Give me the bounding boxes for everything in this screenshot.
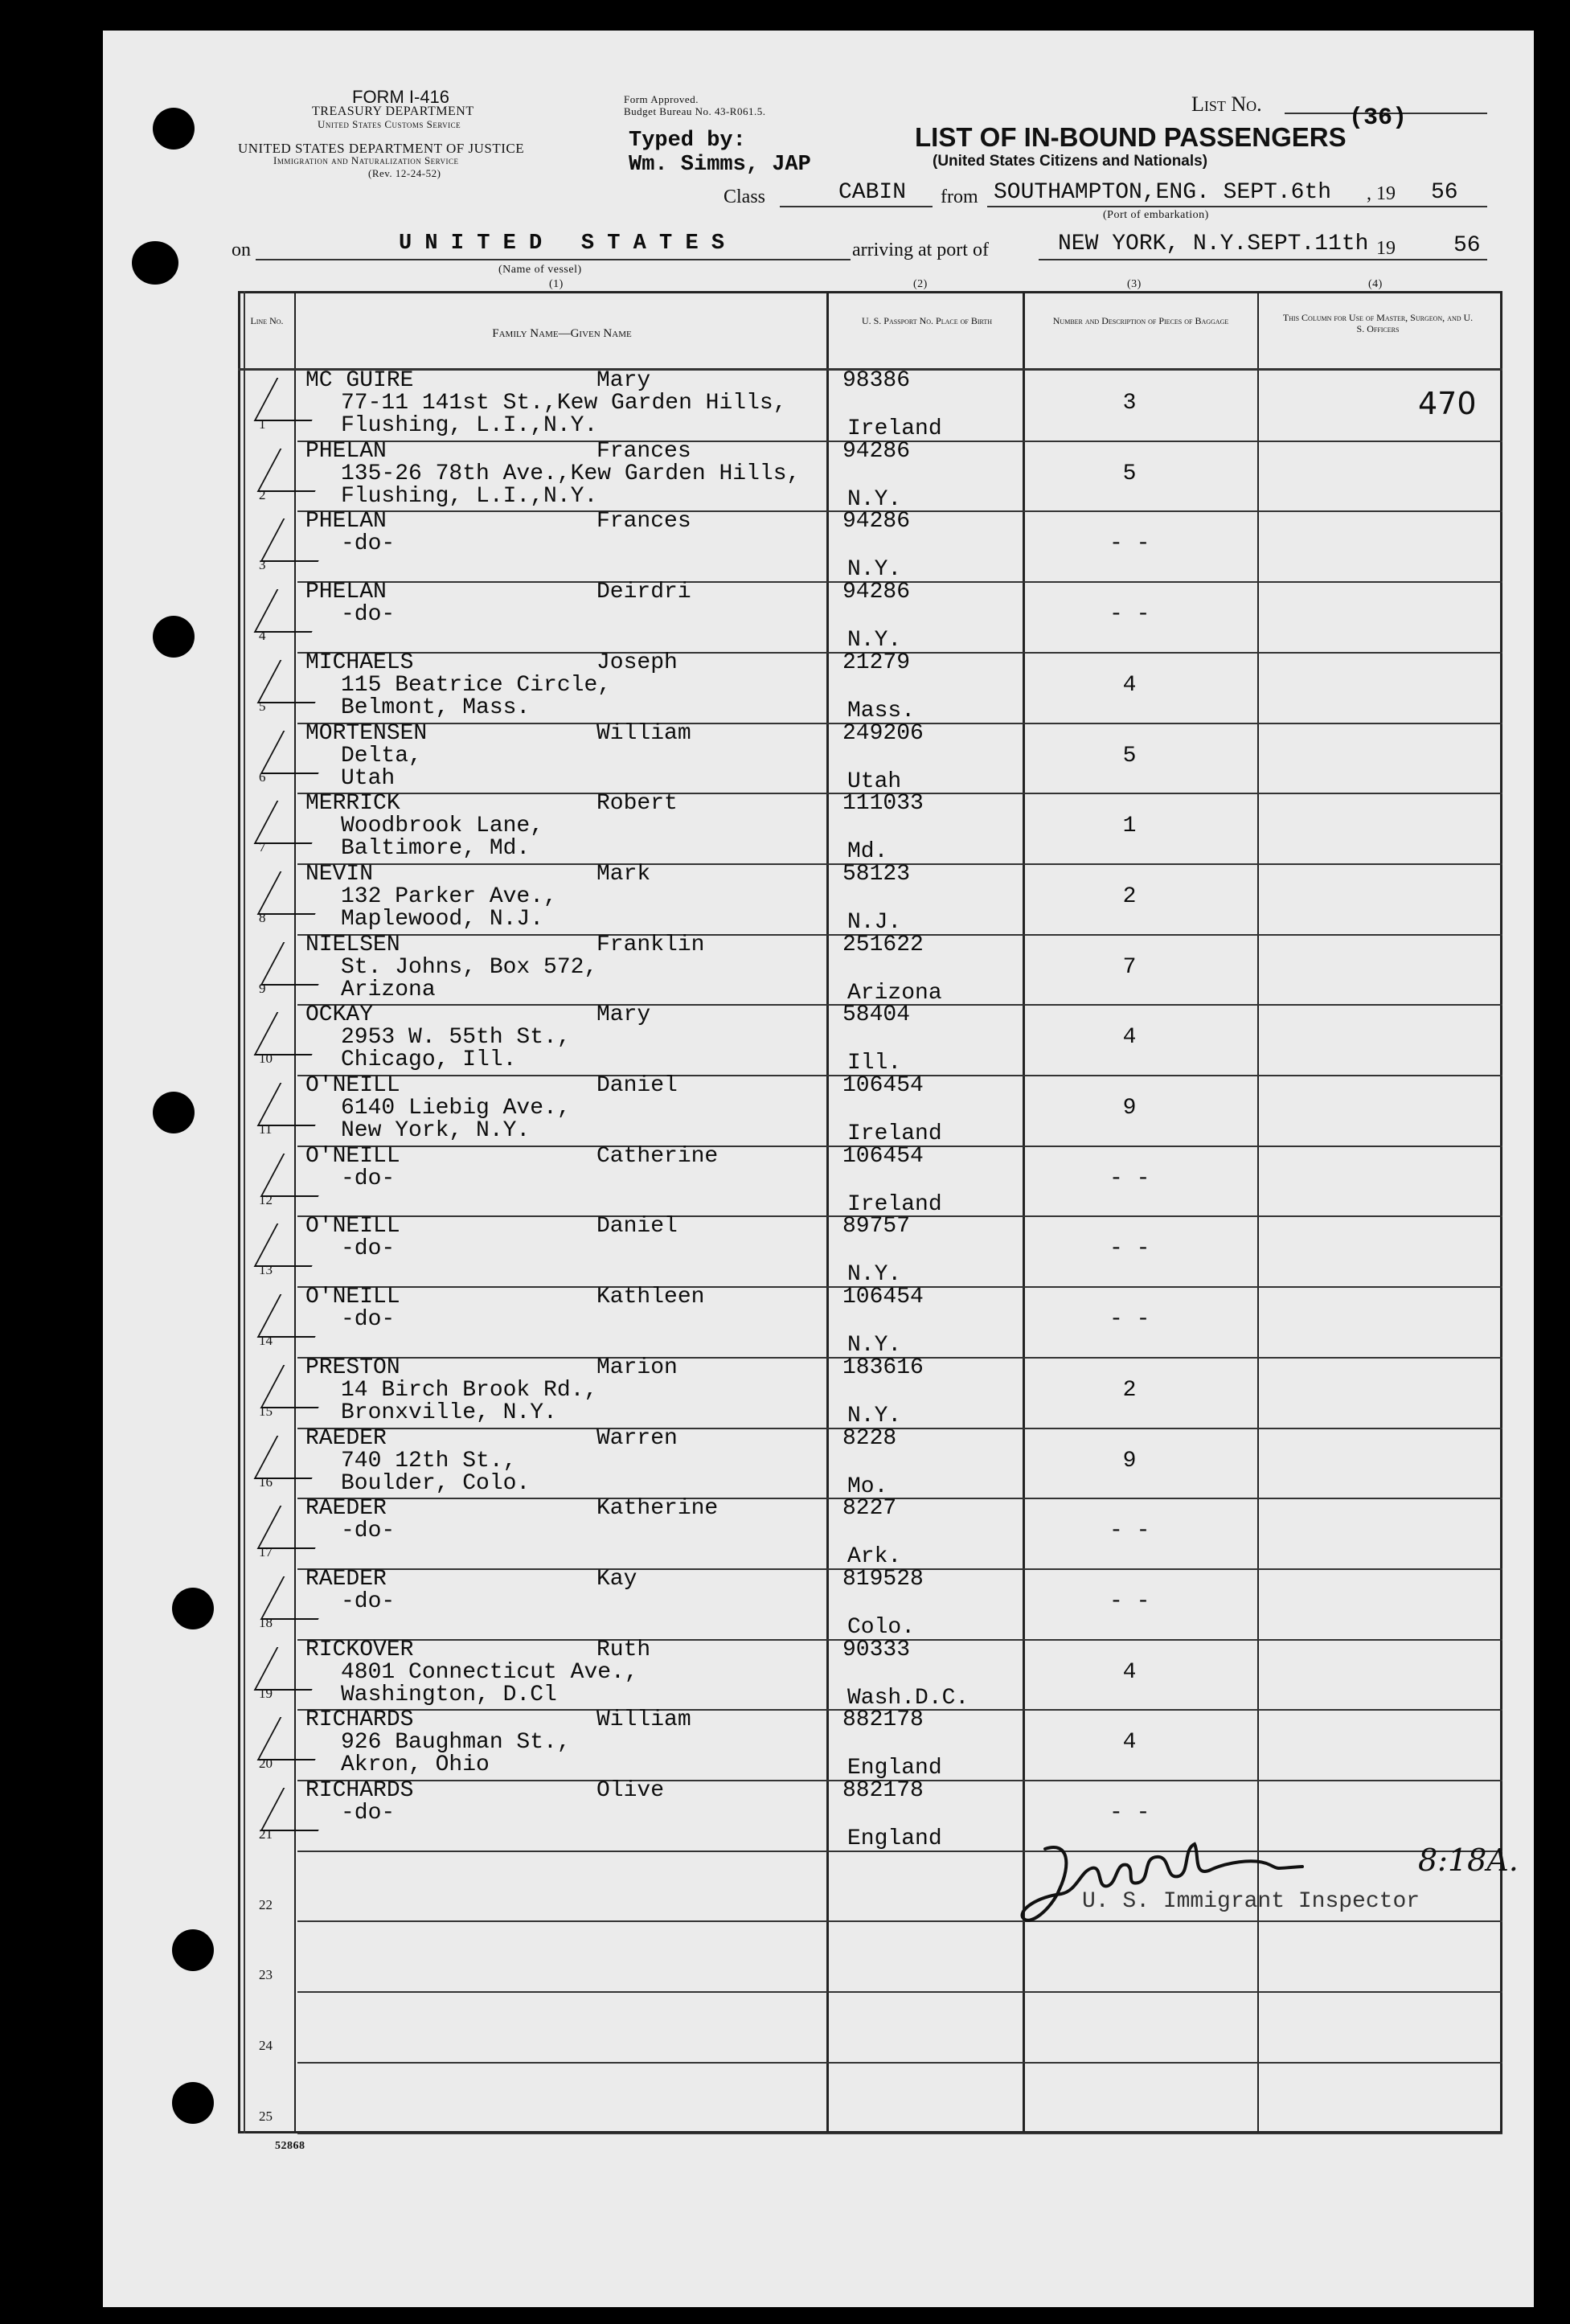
row-rule (297, 2062, 1502, 2064)
address-line-1[interactable]: 6140 Liebig Ave., (341, 1096, 571, 1121)
place-of-birth[interactable]: Colo. (847, 1615, 916, 1640)
address-line-1[interactable]: St. Johns, Box 572, (341, 955, 598, 980)
baggage-count[interactable]: 3 (1122, 391, 1137, 416)
baggage-count[interactable]: 4 (1122, 1660, 1137, 1685)
passport-number[interactable]: 98386 (842, 368, 911, 393)
passport-number[interactable]: 111033 (842, 791, 924, 816)
family-name[interactable]: MC GUIRE (305, 368, 414, 393)
passport-number[interactable]: 251622 (842, 932, 924, 957)
address-line-2[interactable]: Flushing, L.I.,N.Y. (341, 484, 598, 509)
address-line-2[interactable]: Baltimore, Md. (341, 836, 531, 861)
given-name[interactable]: Robert (596, 791, 678, 816)
family-name[interactable]: MERRICK (305, 791, 400, 816)
baggage-count[interactable]: - - (1109, 1166, 1150, 1191)
vessel-name[interactable]: U N I T E D S T A T E S (399, 232, 725, 256)
family-name[interactable]: OCKAY (305, 1002, 374, 1027)
place-of-birth[interactable]: N.Y. (847, 628, 902, 653)
address-line-1[interactable]: 2953 W. 55th St., (341, 1025, 571, 1050)
line-number: 11 (259, 1121, 273, 1137)
passport-number[interactable]: 94286 (842, 580, 911, 605)
address-line-1[interactable]: -do- (341, 1589, 396, 1614)
list-no-label: List No. (1191, 92, 1262, 116)
revision: (Rev. 12-24-52) (368, 167, 441, 179)
place-of-birth[interactable]: Ireland (847, 416, 942, 441)
line-number: 5 (259, 699, 266, 714)
col2-number: (2) (913, 278, 928, 290)
line-number: 10 (259, 1051, 273, 1066)
address-line-1[interactable]: 135-26 78th Ave.,Kew Garden Hills, (341, 461, 801, 486)
baggage-count[interactable]: - - (1109, 602, 1150, 627)
col3-number: (3) (1127, 278, 1142, 290)
passport-number[interactable]: 106454 (842, 1285, 924, 1310)
passport-number[interactable]: 819528 (842, 1567, 924, 1592)
baggage-count[interactable]: 9 (1122, 1096, 1137, 1121)
family-name[interactable]: O'NEILL (305, 1073, 400, 1098)
given-name[interactable]: Kay (596, 1567, 637, 1592)
address-line-2[interactable]: Utah (341, 766, 396, 791)
address-line-1[interactable]: 115 Beatrice Circle, (341, 673, 612, 698)
row-rule (297, 2133, 1502, 2134)
line-number: 16 (259, 1474, 273, 1490)
form-code: 52868 (275, 2140, 305, 2152)
baggage-count[interactable]: 5 (1122, 461, 1137, 486)
place-of-birth[interactable]: Utah (847, 769, 902, 794)
given-name[interactable]: Mary (596, 1002, 651, 1027)
table-inner-left (244, 291, 245, 2133)
form-title: LIST OF IN-BOUND PASSENGERS (915, 122, 1347, 152)
line-number: 8 (259, 910, 266, 925)
line-number: 13 (259, 1262, 273, 1277)
vessel-underline (256, 259, 851, 260)
place-of-birth[interactable]: Mo. (847, 1474, 888, 1499)
given-name[interactable]: Deirdri (596, 580, 691, 605)
list-number[interactable]: (36) (1349, 105, 1408, 132)
from-underline (987, 206, 1487, 207)
passport-number[interactable]: 8227 (842, 1496, 897, 1521)
given-name[interactable]: Olive (596, 1778, 665, 1803)
budget-bureau: Budget Bureau No. 43-R061.5. (624, 105, 766, 117)
address-line-1[interactable]: -do- (341, 531, 396, 556)
passport-number[interactable]: 90333 (842, 1637, 911, 1662)
given-name[interactable]: Marion (596, 1355, 678, 1380)
line-number: 7 (259, 839, 266, 855)
line-number: 1 (259, 416, 266, 432)
punch-hole (132, 241, 178, 285)
family-name[interactable]: RICHARDS (305, 1778, 414, 1803)
line-number: 3 (259, 557, 266, 572)
on-label: on (232, 240, 251, 260)
vessel-caption: (Name of vessel) (498, 264, 582, 276)
address-line-2[interactable]: Akron, Ohio (341, 1752, 490, 1777)
place-of-birth[interactable]: N.Y. (847, 1262, 902, 1287)
line-number: 20 (259, 1756, 273, 1771)
class-underline (780, 206, 933, 207)
line-number: 18 (259, 1615, 273, 1630)
baggage-count[interactable]: 2 (1122, 884, 1137, 909)
given-name[interactable]: Kathleen (596, 1285, 705, 1310)
typed-by-name: Wm. Simms, JAP (629, 153, 811, 177)
line-number: 9 (259, 981, 266, 996)
baggage-count[interactable]: 2 (1122, 1378, 1137, 1403)
line-number: 6 (259, 769, 266, 785)
officer-note[interactable]: 470 (1418, 386, 1477, 421)
address-line-1[interactable]: 740 12th St., (341, 1449, 517, 1474)
address-line-1[interactable]: Delta, (341, 744, 422, 769)
address-line-2[interactable]: Flushing, L.I.,N.Y. (341, 413, 598, 438)
family-name[interactable]: O'NEILL (305, 1214, 400, 1239)
place-of-birth[interactable]: N.J. (847, 910, 902, 935)
header-passport: U. S. Passport No. Place of Birth (861, 315, 993, 326)
given-name[interactable]: Daniel (596, 1073, 678, 1098)
family-name[interactable]: RICKOVER (305, 1637, 414, 1662)
year2-prefix: 19 (1376, 238, 1396, 259)
baggage-count[interactable]: - - (1109, 1236, 1150, 1261)
passport-number[interactable]: 89757 (842, 1214, 911, 1239)
place-of-birth[interactable]: N.Y. (847, 487, 902, 512)
punch-hole (153, 616, 195, 658)
place-of-birth[interactable]: N.Y. (847, 1404, 902, 1428)
line-number: 21 (259, 1826, 273, 1842)
place-of-birth[interactable]: England (847, 1826, 942, 1851)
family-name[interactable]: PHELAN (305, 509, 387, 534)
given-name[interactable]: Mark (596, 862, 651, 887)
punch-hole (172, 2082, 214, 2124)
baggage-count[interactable]: - - (1109, 1519, 1150, 1543)
passport-number[interactable]: 183616 (842, 1355, 924, 1380)
punch-hole (172, 1929, 214, 1971)
header-name: Family Name—Given Name (492, 327, 632, 340)
given-name[interactable]: Joseph (596, 650, 678, 675)
family-name[interactable]: O'NEILL (305, 1144, 400, 1169)
baggage-count[interactable]: - - (1109, 1801, 1150, 1826)
line-number: 24 (259, 2038, 273, 2053)
family-name[interactable]: NEVIN (305, 862, 374, 887)
given-name[interactable]: William (596, 721, 691, 746)
given-name[interactable]: Franklin (596, 932, 705, 957)
passport-number[interactable]: 58123 (842, 862, 911, 887)
ins-service: Immigration and Naturalization Service (273, 154, 459, 166)
year1-prefix: , 19 (1367, 183, 1396, 204)
family-name[interactable]: PHELAN (305, 580, 387, 605)
baggage-count[interactable]: - - (1109, 531, 1150, 556)
line-number: 17 (259, 1544, 273, 1560)
address-line-1[interactable]: 77-11 141st St.,Kew Garden Hills, (341, 391, 787, 416)
embark-year[interactable]: 56 (1431, 180, 1458, 205)
family-name[interactable]: RICHARDS (305, 1707, 414, 1732)
col4-number: (4) (1368, 278, 1383, 290)
given-name[interactable]: William (596, 1707, 691, 1732)
place-of-birth[interactable]: Wash.D.C. (847, 1686, 969, 1711)
form-number: FORM I-416 (352, 87, 450, 107)
line-number: 15 (259, 1404, 273, 1419)
family-name[interactable]: PRESTON (305, 1355, 400, 1380)
punch-hole (172, 1588, 214, 1629)
family-name[interactable]: RAEDER (305, 1567, 387, 1592)
address-line-2[interactable]: Belmont, Mass. (341, 695, 531, 720)
port-of-embarkation[interactable]: SOUTHAMPTON,ENG. SEPT.6th (994, 180, 1332, 205)
family-name[interactable]: RAEDER (305, 1426, 387, 1451)
given-name[interactable]: Katherine (596, 1496, 719, 1521)
passport-number[interactable]: 8228 (842, 1426, 897, 1451)
arrival-year[interactable]: 56 (1453, 233, 1481, 258)
passport-number[interactable]: 94286 (842, 439, 911, 464)
baggage-count[interactable]: 4 (1122, 1730, 1137, 1755)
place-of-birth[interactable]: Arizona (847, 981, 942, 1006)
address-line-2[interactable]: Bronxville, N.Y. (341, 1400, 557, 1425)
passport-number[interactable]: 94286 (842, 509, 911, 534)
address-line-1[interactable]: -do- (341, 1801, 396, 1826)
header-officers: This Column for Use of Master, Surgeon, and U. S. Officers (1282, 312, 1474, 334)
given-name[interactable]: Catherine (596, 1144, 719, 1169)
given-name[interactable]: Frances (596, 509, 691, 534)
place-of-birth[interactable]: Ill. (847, 1051, 902, 1076)
address-line-2[interactable]: New York, N.Y. (341, 1118, 531, 1143)
col-divider-name (826, 291, 829, 2133)
arriving-underline (1039, 259, 1487, 260)
punch-hole (153, 108, 195, 150)
address-line-2[interactable]: Maplewood, N.J. (341, 907, 544, 932)
passport-number[interactable]: 249206 (842, 721, 924, 746)
address-line-1[interactable]: -do- (341, 1236, 396, 1261)
given-name[interactable]: Ruth (596, 1637, 651, 1662)
typed-by-label: Typed by: (629, 129, 746, 153)
passport-number[interactable]: 106454 (842, 1144, 924, 1169)
col1-number: (1) (549, 278, 564, 290)
place-of-birth[interactable]: N.Y. (847, 1333, 902, 1358)
line-number: 14 (259, 1333, 273, 1348)
line-number: 4 (259, 628, 266, 643)
baggage-count[interactable]: - - (1109, 1589, 1150, 1614)
passport-number[interactable]: 882178 (842, 1707, 924, 1732)
header-baggage: Number and Description of Pieces of Baggage (1052, 315, 1229, 326)
treasury-dept: TREASURY DEPARTMENT (312, 105, 474, 118)
address-line-1[interactable]: 4801 Connecticut Ave., (341, 1660, 638, 1685)
form-approved: Form Approved. (624, 93, 699, 105)
family-name[interactable]: MORTENSEN (305, 721, 428, 746)
arriving-label: arriving at port of (852, 240, 989, 260)
place-of-birth[interactable]: England (847, 1756, 942, 1781)
inspector-date-note: 8:18A. (1418, 1842, 1519, 1878)
baggage-count[interactable]: 5 (1122, 744, 1137, 769)
address-line-2[interactable]: Washington, D.Cl (341, 1683, 557, 1707)
given-name[interactable]: Warren (596, 1426, 678, 1451)
place-of-birth[interactable]: Md. (847, 839, 888, 864)
place-of-birth[interactable]: Ireland (847, 1192, 942, 1217)
class-label: Class (724, 186, 766, 207)
baggage-count[interactable]: 9 (1122, 1449, 1137, 1474)
family-name[interactable]: RAEDER (305, 1496, 387, 1521)
baggage-count[interactable]: 4 (1122, 673, 1137, 698)
inspector-title: U. S. Immigrant Inspector (1082, 1889, 1420, 1914)
col-divider-line-no (294, 291, 296, 2133)
address-line-2[interactable]: Boulder, Colo. (341, 1471, 531, 1496)
punch-hole (153, 1092, 195, 1133)
baggage-count[interactable]: 4 (1122, 1025, 1137, 1050)
from-label: from (941, 186, 978, 207)
place-of-birth[interactable]: N.Y. (847, 557, 902, 582)
port-of-arrival[interactable]: NEW YORK, N.Y.SEPT.11th (1058, 232, 1369, 256)
passport-number[interactable]: 58404 (842, 1002, 911, 1027)
address-line-1[interactable]: -do- (341, 1519, 396, 1543)
port-embark-caption: (Port of embarkation) (1103, 209, 1209, 221)
baggage-count[interactable]: 1 (1122, 814, 1137, 838)
inspector-signature (1013, 1833, 1351, 1937)
baggage-count[interactable]: 7 (1122, 955, 1137, 980)
family-name[interactable]: PHELAN (305, 439, 387, 464)
address-line-1[interactable]: -do- (341, 1307, 396, 1332)
family-name[interactable]: MICHAELS (305, 650, 414, 675)
family-name[interactable]: O'NEILL (305, 1285, 400, 1310)
header-line-no: Line No. (250, 315, 284, 326)
row-rule (297, 1498, 1502, 1499)
address-line-2[interactable]: Chicago, Ill. (341, 1047, 517, 1072)
passport-number[interactable]: 882178 (842, 1778, 924, 1803)
passport-number[interactable]: 21279 (842, 650, 911, 675)
address-line-1[interactable]: 14 Birch Brook Rd., (341, 1378, 598, 1403)
address-line-1[interactable]: 926 Baughman St., (341, 1730, 571, 1755)
line-number: 12 (259, 1192, 273, 1207)
class-value[interactable]: CABIN (838, 180, 907, 205)
address-line-1[interactable]: -do- (341, 1166, 396, 1191)
row-rule (297, 1991, 1502, 1993)
place-of-birth[interactable]: Mass. (847, 699, 916, 723)
address-line-2[interactable]: Arizona (341, 978, 436, 1002)
line-number: 22 (259, 1897, 273, 1912)
given-name[interactable]: Mary (596, 368, 651, 393)
given-name[interactable]: Frances (596, 439, 691, 464)
line-number: 23 (259, 1967, 273, 1982)
line-number: 19 (259, 1686, 273, 1701)
given-name[interactable]: Daniel (596, 1214, 678, 1239)
form-subtitle: (United States Citizens and Nationals) (933, 153, 1208, 170)
place-of-birth[interactable]: Ark. (847, 1544, 902, 1569)
address-line-1[interactable]: Woodbrook Lane, (341, 814, 544, 838)
passport-number[interactable]: 106454 (842, 1073, 924, 1098)
customs-service: United States Customs Service (318, 118, 461, 130)
baggage-count[interactable]: - - (1109, 1307, 1150, 1332)
line-number: 2 (259, 487, 266, 502)
line-number: 25 (259, 2109, 273, 2124)
place-of-birth[interactable]: Ireland (847, 1121, 942, 1146)
address-line-1[interactable]: 132 Parker Ave., (341, 884, 557, 909)
family-name[interactable]: NIELSEN (305, 932, 400, 957)
justice-dept: UNITED STATES DEPARTMENT OF JUSTICE (238, 141, 525, 156)
address-line-1[interactable]: -do- (341, 602, 396, 627)
